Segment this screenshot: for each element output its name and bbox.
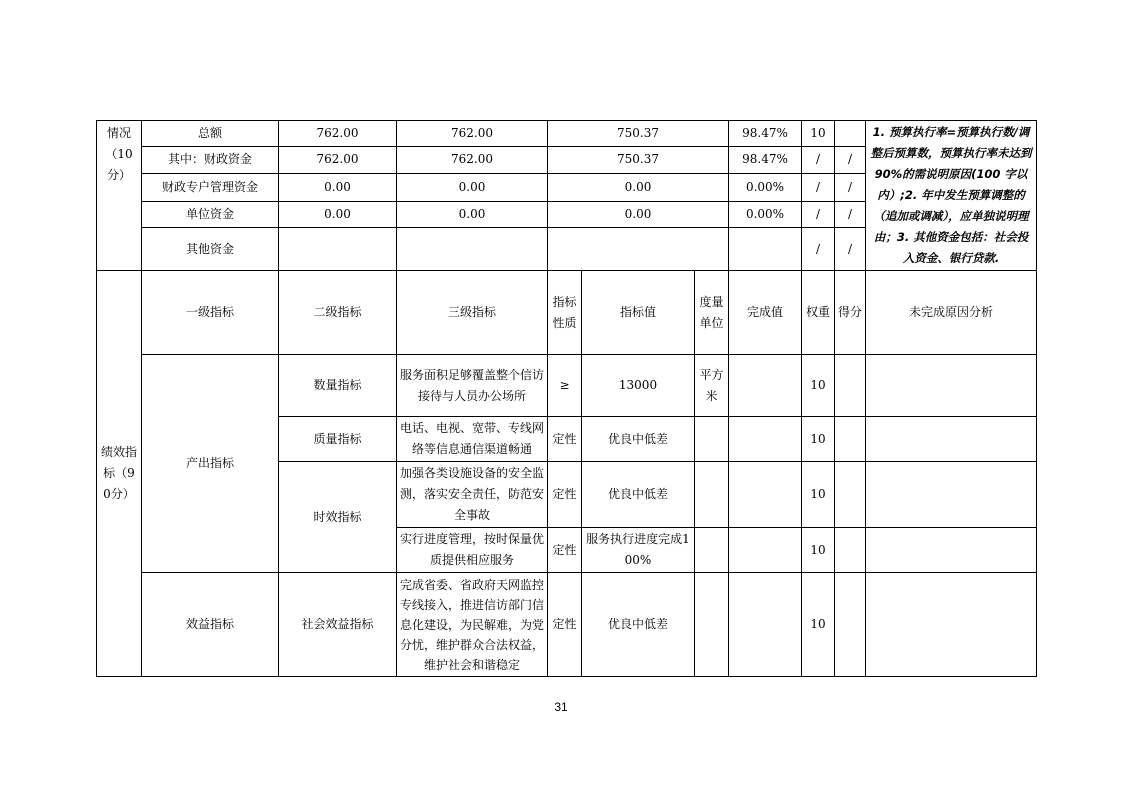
quantity-indicator-label: 数量指标 (279, 355, 397, 417)
indicator-score (835, 462, 866, 528)
header-level2: 二级指标 (279, 271, 397, 355)
indicator-weight: 10 (802, 355, 835, 417)
social-benefit-label: 社会效益指标 (279, 573, 397, 677)
page-number: 31 (554, 700, 568, 714)
perf-header-row (97, 271, 1037, 355)
indicator-nature: ≥ (548, 355, 582, 417)
budget-value: 0.00 (548, 174, 729, 202)
budget-weight: / (802, 228, 835, 271)
indicator-done (729, 417, 802, 462)
budget-score: / (835, 174, 866, 202)
indicator-done (729, 573, 802, 677)
budget-value: 762.00 (279, 146, 397, 174)
budget-weight: / (802, 201, 835, 228)
budget-value: 0.00 (279, 174, 397, 202)
budget-row (97, 121, 1037, 147)
indicator-score (835, 417, 866, 462)
indicator-nature: 定性 (548, 573, 582, 677)
indicator-value: 优良中低差 (582, 573, 695, 677)
budget-rate: 98.47% (729, 121, 802, 147)
indicator-unit (695, 462, 729, 528)
budget-weight: 10 (802, 121, 835, 147)
budget-score: / (835, 201, 866, 228)
budget-value: 0.00 (548, 201, 729, 228)
budget-rate (729, 228, 802, 271)
budget-value: 0.00 (397, 201, 548, 228)
budget-score: / (835, 228, 866, 271)
budget-name: 财政专户管理资金 (142, 174, 279, 202)
indicator-value: 服务执行进度完成100% (582, 528, 695, 573)
budget-value: 750.37 (548, 146, 729, 174)
budget-note: 1. 预算执行率=预算执行数/调整后预算数，预算执行率未达到 90%的需说明原因(100 字以内）;2. 年中发生预算调整的（追加或调减），应单独说明理由；3. 其他资金包括：社会投入资金、银行贷款. (866, 121, 1037, 271)
header-value: 指标值 (582, 271, 695, 355)
budget-weight: / (802, 146, 835, 174)
budget-value (548, 228, 729, 271)
indicator-desc: 完成省委、省政府天网监控专线接入，推进信访部门信息化建设，为民解难，为党分忧，维护群众合法权益，维护社会和谐稳定 (397, 573, 548, 677)
output-indicator-label: 产出指标 (142, 355, 279, 573)
indicator-desc: 电话、电视、宽带、专线网络等信息通信渠道畅通 (397, 417, 548, 462)
budget-rate: 0.00% (729, 201, 802, 228)
header-unit: 度量单位 (695, 271, 729, 355)
budget-section-label: 情况（10分） (97, 121, 142, 271)
budget-value (397, 228, 548, 271)
indicator-unit (695, 417, 729, 462)
indicator-unit (695, 573, 729, 677)
indicator-nature: 定性 (548, 417, 582, 462)
budget-name: 其他资金 (142, 228, 279, 271)
budget-name: 总额 (142, 121, 279, 147)
timeliness-indicator-label: 时效指标 (279, 462, 397, 573)
indicator-reason (866, 462, 1037, 528)
performance-table-wrapper (96, 120, 1036, 677)
indicator-score (835, 355, 866, 417)
budget-value: 762.00 (397, 121, 548, 147)
budget-weight: / (802, 174, 835, 202)
indicator-reason (866, 573, 1037, 677)
indicator-done (729, 528, 802, 573)
budget-name: 其中：财政资金 (142, 146, 279, 174)
indicator-weight: 10 (802, 462, 835, 528)
budget-value: 0.00 (279, 201, 397, 228)
indicator-weight: 10 (802, 528, 835, 573)
header-reason: 未完成原因分析 (866, 271, 1037, 355)
benefit-indicator-label: 效益指标 (142, 573, 279, 677)
indicator-done (729, 462, 802, 528)
indicator-weight: 10 (802, 417, 835, 462)
budget-score (835, 121, 866, 147)
indicator-desc: 加强各类设施设备的安全监测，落实安全责任，防范安全事故 (397, 462, 548, 528)
budget-score: / (835, 146, 866, 174)
indicator-reason (866, 355, 1037, 417)
budget-value: 750.37 (548, 121, 729, 147)
perf-section-label: 绩效指标（90分） (97, 271, 142, 677)
header-weight: 权重 (802, 271, 835, 355)
header-level1: 一级指标 (142, 271, 279, 355)
indicator-reason (866, 528, 1037, 573)
budget-value (279, 228, 397, 271)
budget-value: 762.00 (279, 121, 397, 147)
indicator-value: 优良中低差 (582, 417, 695, 462)
indicator-unit (695, 528, 729, 573)
indicator-weight: 10 (802, 573, 835, 677)
indicator-desc: 服务面积足够覆盖整个信访接待与人员办公场所 (397, 355, 548, 417)
budget-value: 762.00 (397, 146, 548, 174)
indicator-unit: 平方米 (695, 355, 729, 417)
indicator-value: 优良中低差 (582, 462, 695, 528)
performance-table (96, 120, 1037, 677)
indicator-score (835, 573, 866, 677)
budget-rate: 98.47% (729, 146, 802, 174)
indicator-desc: 实行进度管理，按时保量优质提供相应服务 (397, 528, 548, 573)
table-row (97, 573, 1037, 677)
table-row (97, 355, 1037, 417)
indicator-nature: 定性 (548, 462, 582, 528)
indicator-score (835, 528, 866, 573)
header-nature: 指标性质 (548, 271, 582, 355)
indicator-value: 13000 (582, 355, 695, 417)
header-level3: 三级指标 (397, 271, 548, 355)
indicator-done (729, 355, 802, 417)
header-score: 得分 (835, 271, 866, 355)
header-done: 完成值 (729, 271, 802, 355)
indicator-nature: 定性 (548, 528, 582, 573)
budget-rate: 0.00% (729, 174, 802, 202)
budget-value: 0.00 (397, 174, 548, 202)
budget-name: 单位资金 (142, 201, 279, 228)
quality-indicator-label: 质量指标 (279, 417, 397, 462)
indicator-reason (866, 417, 1037, 462)
